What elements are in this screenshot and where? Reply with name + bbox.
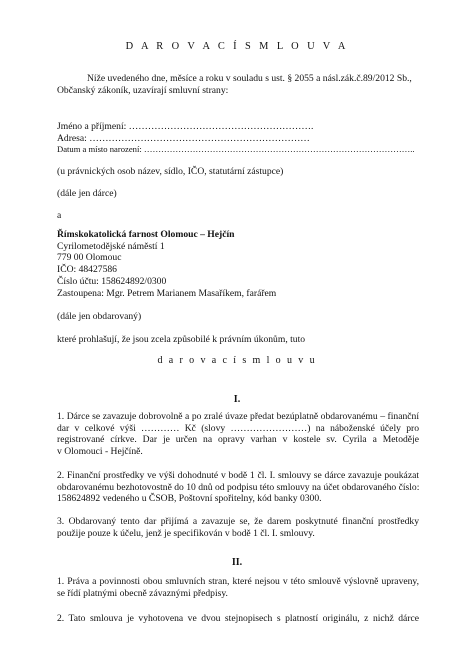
paragraph-line: v Olomouci - Hejčíně. [57, 446, 143, 458]
donor-block [57, 121, 419, 155]
recipient-name: Římskokatolická farnost Olomouc – Hejčín [57, 229, 235, 240]
section2-paragraph-2 [57, 613, 419, 625]
paragraph-line: obdarovanému bezhotovostně do 10 dnů od podpisu této smlouvy na účet obdarovaného číslo: [57, 481, 420, 493]
paragraph-line: 3. Obdarovaný tento dar přijímá a zavazuje se, že darem poskytnuté finanční prostředky [57, 516, 419, 527]
paragraph-line: registrované církve. Dar je určen na opravy varhan v kostele sv. Cyrila a Metoděje [57, 434, 419, 446]
recipient-account: Číslo účtu: 158624892/0300 [57, 275, 167, 287]
paragraph-line: 1. Práva a povinnosti obou smluvních stran, které nejsou v této smlouvě výslovně upraveny, [57, 576, 419, 587]
recipient-ico: IČO: 48427586 [57, 264, 117, 276]
recipient-block [57, 229, 419, 299]
declaration: které prohlašují, že jsou zcela způsobilé k právním úkonům, tuto [57, 334, 306, 345]
intro-line: Občanský zákoník, uzavírají smluvní strany: [57, 84, 229, 96]
paragraph-line: se řídí platnými obecně závaznými předpisy. [57, 587, 228, 599]
document-title: D A R O V A C Í S M L O U V A [125, 41, 349, 52]
donor-address-line: Adresa: …………………………………………………………… [57, 132, 310, 144]
donor-alias: (dále jen dárce) [57, 188, 117, 199]
recipient-representative: Zastoupena: Mgr. Petrem Marianem Masaříkem, farářem [57, 287, 277, 299]
paragraph-line: 158624892 vedeného u ČSOB, Poštovní spořitelny, kód banky 0300. [57, 493, 322, 505]
section1-paragraph-2 [57, 470, 419, 505]
section2-paragraph-1 [57, 576, 419, 599]
legal-entity-note: (u právnických osob název, sídlo, IČO, statutární zástupce) [57, 166, 284, 177]
paragraph-line: 2. Tato smlouva je vyhotovena ve dvou stejnopisech s platností originálu, z nichž dárce [57, 613, 419, 624]
recipient-street: Cyrilometodějské náměstí 1 [57, 240, 165, 252]
paragraph-line: 1. Dárce se zavazuje dobrovolně a po zralé úvaze předat bezúplatně obdarovanému – finanční [57, 411, 419, 422]
paragraph-line: použije pouze k účelu, jenž je specifikován v bodě 1 čl. I. smlouvy. [57, 527, 315, 539]
donor-name-line: Jméno a příjmení: …………………………………………………. [57, 121, 314, 132]
contract-subtitle: d a r o v a c í s m l o u v u [157, 355, 317, 366]
donor-birth-line: Datum a místo narození: ………………………………………………………………………………….. [57, 144, 415, 155]
section1-paragraph-3 [57, 516, 419, 539]
intro-line: Níže uvedeného dne, měsíce a roku v souladu s ust. § 2055 a násl.zák.č.89/2012 Sb., [87, 73, 412, 84]
paragraph-line: dar v celkové výši ………… Kč (slovy ……………………) na náboženské účely pro [57, 422, 419, 434]
section1-paragraph-1 [57, 411, 419, 458]
section-heading-2: II. [231, 557, 243, 568]
intro-paragraph [57, 73, 419, 96]
recipient-alias: (dále jen obdarovaný) [57, 311, 142, 322]
paragraph-line: 2. Finanční prostředky ve výši dohodnuté v bodě 1 čl. I. smlouvy se dárce zavazuje poukázat [57, 470, 419, 481]
recipient-city: 779 00 Olomouc [57, 252, 122, 264]
and-connector: a [57, 210, 62, 221]
section-heading-1: I. [233, 394, 241, 405]
